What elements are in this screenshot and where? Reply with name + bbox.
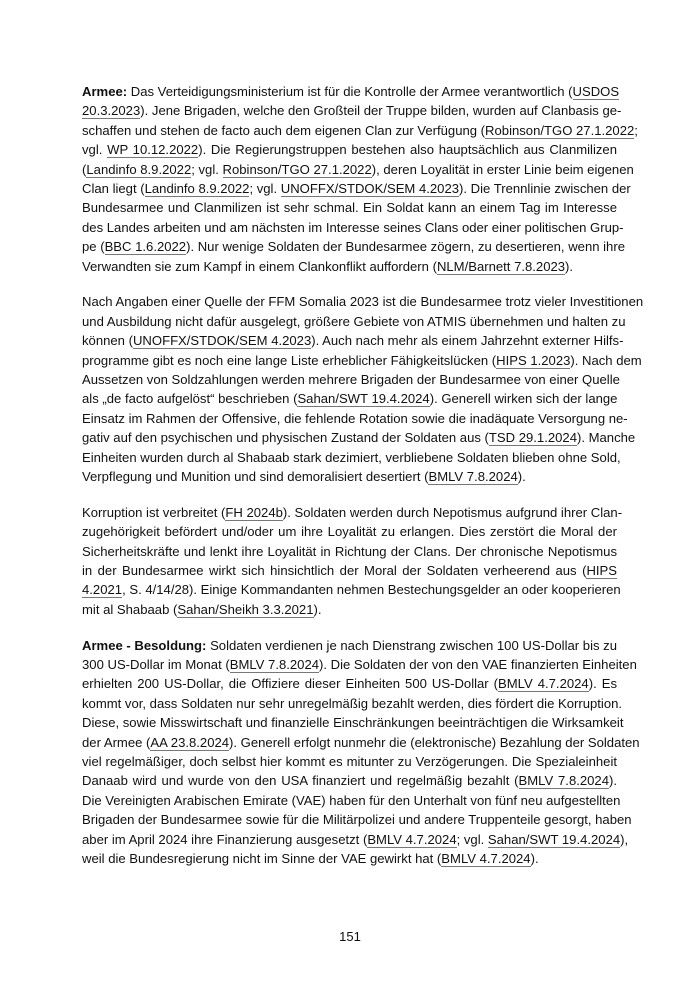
- body-text: und Ausbildung nicht dafür ausgelegt, größere Gebiete von ATMIS übernehmen und halten zu: [82, 313, 626, 329]
- citation-link[interactable]: FH 2024b: [225, 504, 283, 520]
- text-line: [82, 82, 620, 101]
- body-text: ). Auch nach mehr als einem Jahrzehnt externer Hilfs-: [311, 333, 624, 349]
- citation-link[interactable]: WP 10.12.2022: [107, 142, 199, 158]
- body-text: ).: [530, 850, 539, 866]
- body-text: Das Verteidigungsministerium ist für die Kontrolle der Armee verantwortlich (: [127, 84, 573, 99]
- text-line: [82, 694, 623, 713]
- body-text: ). Generell wirken sich der lange: [429, 391, 618, 407]
- body-text: erhielten 200 US-Dollar, die Offiziere dieser Einheiten 500 US-Dollar (: [82, 676, 499, 692]
- citation-link[interactable]: Sahan/Sheikh 3.3.2021: [177, 601, 314, 617]
- text-line: [82, 409, 628, 428]
- text-line: [82, 600, 617, 619]
- paragraph: [82, 82, 638, 276]
- body-text: ). Die Trennlinie zwischen der: [459, 180, 631, 196]
- text-line: [82, 561, 617, 580]
- citation-link[interactable]: BMLV 4.7.2024: [367, 831, 457, 847]
- text-line: [82, 428, 636, 447]
- text-line: [82, 830, 629, 849]
- citation-link[interactable]: HIPS 1.2023: [496, 352, 571, 368]
- body-text: ; vgl.: [249, 180, 281, 196]
- citation-link[interactable]: BBC 1.6.2022: [104, 239, 187, 255]
- body-text: der Armee (: [82, 734, 151, 750]
- text-line: [82, 257, 617, 276]
- text-line: [82, 448, 621, 467]
- document-body: [82, 82, 644, 885]
- text-line: [82, 198, 617, 217]
- body-text: programme gibt es noch eine lange Liste erheblicher Fähigkeitslücken (: [82, 352, 497, 368]
- section-heading: Armee - Besoldung:: [82, 637, 207, 653]
- body-text: ). Es: [588, 676, 617, 692]
- body-text: pe (: [82, 239, 105, 255]
- body-text: viel regelmäßiger, doch selbst hier kommt es mitunter zu Verzögerungen. Die Spezialeinheit: [82, 754, 617, 769]
- body-text: ). Manche: [576, 430, 636, 446]
- body-text: Einsatz im Rahmen der Offensive, die fehlende Rotation sowie die inadäquate Versorgung ne-: [82, 410, 628, 426]
- text-line: [82, 810, 632, 829]
- text-line: [82, 121, 638, 140]
- text-line: [82, 674, 617, 693]
- body-text: Korruption ist verbreitet (: [82, 504, 226, 520]
- text-line: [82, 140, 617, 159]
- citation-link[interactable]: Landinfo 8.9.2022: [86, 161, 192, 177]
- body-text: Soldaten verdienen je nach Dienstrang zwischen 100 US-Dollar bis zu: [206, 637, 617, 653]
- text-line: [82, 370, 620, 389]
- body-text: ). Die Soldaten der von den VAE finanzierten Einheiten: [319, 657, 637, 673]
- body-text: zugehörigkeit befördert und/oder um ihre Loyalität zu erlangen. Dies zerstört die Moral der: [82, 524, 617, 540]
- citation-link[interactable]: HIPS: [586, 562, 617, 578]
- body-text: aber im April 2024 ihre Finanzierung ausgesetzt (: [82, 831, 368, 847]
- citation-link[interactable]: UNOFFX/STDOK/SEM 4.2023: [132, 333, 312, 349]
- text-line: [82, 752, 617, 771]
- text-line: [82, 179, 631, 198]
- body-text: ). Nur wenige Soldaten der Bundesarmee zögern, zu desertieren, wenn ihre: [186, 239, 625, 255]
- section-heading: Armee:: [82, 84, 128, 99]
- body-text: Bundesarmee und Clanmilizen ist sehr schmal. Ein Soldat kann an einem Tag im Interesse: [82, 200, 617, 216]
- body-text: ;: [634, 122, 638, 138]
- body-text: ). Jene Brigaden, welche den Großteil der Truppe bilden, wurden auf Clanbasis ge-: [140, 103, 622, 119]
- citation-link[interactable]: Sahan/SWT 19.4.2024: [297, 391, 430, 407]
- body-text: ).: [517, 468, 526, 484]
- text-line: [82, 331, 624, 350]
- text-line: [82, 237, 625, 256]
- body-text: kommt vor, dass Soldaten nur sehr unregelmäßig bezahlt werden, dies fördert die Korruption.: [82, 695, 623, 711]
- citation-link[interactable]: BMLV 4.7.2024: [498, 676, 589, 692]
- text-line: [82, 218, 624, 237]
- text-line: [82, 389, 617, 408]
- paragraph: [82, 503, 623, 619]
- body-text: können (: [82, 333, 133, 349]
- body-text: Verwandten sie zum Kampf in einem Clankonflikt auffordern (: [82, 258, 437, 274]
- body-text: als „de facto aufgelöst“ beschrieben (: [82, 391, 298, 407]
- citation-link[interactable]: Sahan/SWT 19.4.2024: [487, 831, 621, 847]
- text-line: [82, 503, 623, 522]
- text-line: [82, 467, 617, 486]
- body-text: Diese, sowie Misswirtschaft und finanzielle Einschränkungen beeinträchtigen die Wirksamkeit: [82, 715, 624, 731]
- citation-link[interactable]: UNOFFX/STDOK/SEM 4.2023: [280, 180, 460, 196]
- body-text: Danaab wird und wurde von den USA finanziert und regelmäßig bezahlt (: [82, 773, 519, 789]
- citation-link[interactable]: BMLV 7.8.2024: [428, 468, 518, 484]
- text-line: [82, 522, 617, 541]
- text-line: [82, 733, 640, 752]
- body-text: Brigaden der Bundesarmee sowie für die Militärpolizei und andere Truppenteile gesorgt, haben: [82, 812, 632, 828]
- body-text: Sicherheitskräfte und lenkt ihre Loyalität in Richtung der Clans. Der chronische Nepotismus: [82, 543, 617, 559]
- citation-link[interactable]: NLM/Barnett 7.8.2023: [436, 258, 566, 274]
- text-line: [82, 160, 634, 179]
- text-line: [82, 771, 617, 790]
- body-text: ; vgl.: [191, 161, 223, 177]
- text-line: [82, 542, 617, 561]
- citation-link[interactable]: BMLV 7.8.2024: [518, 773, 609, 789]
- body-text: ).: [565, 258, 574, 274]
- body-text: ; vgl.: [456, 831, 488, 847]
- body-text: ).: [609, 773, 617, 789]
- body-text: , S. 4/14/28). Einige Kommandanten nehmen Bestechungsgelder an oder kooperieren: [122, 582, 621, 598]
- citation-link[interactable]: 4.2021: [82, 582, 123, 598]
- citation-link[interactable]: Landinfo 8.9.2022: [144, 180, 250, 196]
- body-text: schaffen und stehen de facto auch dem eigenen Clan zur Verfügung (: [82, 122, 486, 138]
- body-text: Clan liegt (: [82, 180, 145, 196]
- citation-link[interactable]: 20.3.2023: [82, 103, 141, 119]
- body-text: ),: [620, 831, 629, 847]
- body-text: gativ auf den psychischen und physischen Zustand der Soldaten aus (: [82, 430, 489, 446]
- body-text: Die Vereinigten Arabischen Emirate (VAE) haben für den Unterhalt von fünf neu aufgestellten: [82, 792, 621, 808]
- body-text: ).: [313, 601, 322, 617]
- text-line: [82, 351, 642, 370]
- text-line: [82, 292, 644, 311]
- body-text: Nach Angaben einer Quelle der FFM Somalia 2023 ist die Bundesarmee trotz vieler Investitionen: [82, 294, 644, 310]
- citation-link[interactable]: Robinson/TGO 27.1.2022: [485, 122, 635, 138]
- citation-link[interactable]: BMLV 4.7.2024: [441, 850, 531, 866]
- paragraph: [82, 292, 644, 486]
- body-text: des Landes arbeiten und am nächsten im Interesse seines Clans oder einer politischen Grup-: [82, 219, 624, 235]
- citation-link[interactable]: USDOS: [572, 84, 620, 99]
- text-line: [82, 713, 624, 732]
- text-line: [82, 655, 637, 674]
- body-text: (: [82, 161, 87, 177]
- text-line: [82, 580, 621, 599]
- body-text: ), deren Loyalität in erster Linie beim eigenen: [371, 161, 634, 177]
- citation-link[interactable]: TSD 29.1.2024: [488, 430, 577, 446]
- body-text: ). Nach dem: [570, 352, 642, 368]
- citation-link[interactable]: Robinson/TGO 27.1.2022: [222, 161, 372, 177]
- paragraph: [82, 636, 640, 869]
- body-text: mit al Shabaab (: [82, 601, 178, 617]
- text-line: [82, 849, 617, 868]
- text-line: [82, 636, 617, 655]
- citation-link[interactable]: BMLV 7.8.2024: [229, 657, 320, 673]
- citation-link[interactable]: AA 23.8.2024: [150, 734, 230, 750]
- text-line: [82, 791, 621, 810]
- body-text: vgl.: [82, 142, 108, 158]
- body-text: Einheiten wurden durch al Shabaab stark dezimiert, verbliebene Soldaten blieben ohne Sold,: [82, 449, 621, 465]
- body-text: in der Bundesarmee wirkt sich hinsichtlich der Moral der Soldaten verheerend aus (: [82, 562, 587, 578]
- text-line: [82, 312, 626, 331]
- body-text: weil die Bundesregierung nicht im Sinne der VAE gewirkt hat (: [82, 850, 442, 866]
- body-text: Aussetzen von Soldzahlungen werden mehrere Brigaden der Bundesarmee von einer Quelle: [82, 371, 620, 387]
- body-text: ). Soldaten werden durch Nepotismus aufgrund ihrer Clan-: [282, 504, 623, 520]
- page-number: 151: [339, 929, 361, 944]
- body-text: ). Die Regierungstruppen bestehen also hauptsächlich aus Clanmilizen: [198, 142, 617, 158]
- text-line: [82, 101, 622, 120]
- body-text: Verpflegung und Munition und sind demoralisiert desertiert (: [82, 468, 429, 484]
- body-text: ). Generell erfolgt nunmehr die (elektronische) Bezahlung der Soldaten: [229, 734, 640, 750]
- body-text: 300 US-Dollar im Monat (: [82, 657, 230, 673]
